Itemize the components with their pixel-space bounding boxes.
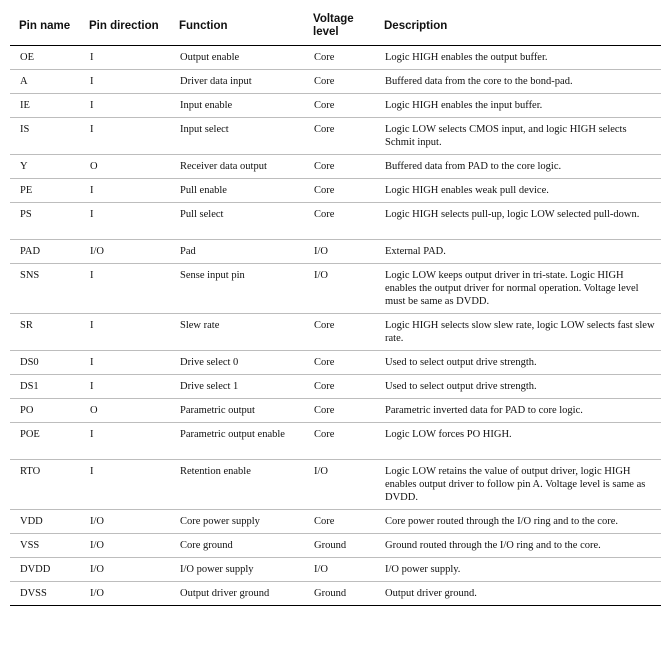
cell-pin-name: PS bbox=[10, 203, 80, 240]
table-row bbox=[10, 375, 661, 399]
table-body bbox=[10, 46, 661, 606]
cell-function: Core power supply bbox=[170, 510, 304, 534]
cell-description: Logic HIGH selects pull-up, logic LOW selected pull-down. bbox=[375, 203, 661, 240]
cell-pin-direction: I bbox=[80, 46, 170, 70]
col-header-voltage-level: Voltage level bbox=[304, 7, 375, 46]
cell-description: Buffered data from PAD to the core logic. bbox=[375, 155, 661, 179]
cell-description: Logic LOW keeps output driver in tri-state. Logic HIGH enables the output driver for normal operation. Voltage level must be same as DVDD. bbox=[375, 264, 661, 314]
table-row bbox=[10, 460, 661, 510]
col-header-description: Description bbox=[375, 7, 661, 46]
cell-voltage-level: Core bbox=[304, 155, 375, 179]
cell-pin-name: SR bbox=[10, 314, 80, 351]
table-row bbox=[10, 558, 661, 582]
cell-function: Drive select 0 bbox=[170, 351, 304, 375]
header-row bbox=[10, 7, 661, 46]
table-row bbox=[10, 203, 661, 240]
cell-pin-name: RTO bbox=[10, 460, 80, 510]
cell-pin-name: DS0 bbox=[10, 351, 80, 375]
col-header-pin-direction: Pin direction bbox=[80, 7, 170, 46]
table-row bbox=[10, 264, 661, 314]
cell-pin-name: DVDD bbox=[10, 558, 80, 582]
cell-voltage-level: Core bbox=[304, 351, 375, 375]
cell-voltage-level: Core bbox=[304, 423, 375, 460]
cell-description: Core power routed through the I/O ring and to the core. bbox=[375, 510, 661, 534]
cell-pin-name: PE bbox=[10, 179, 80, 203]
cell-voltage-level: Core bbox=[304, 70, 375, 94]
table-row bbox=[10, 46, 661, 70]
cell-pin-direction: O bbox=[80, 399, 170, 423]
cell-description: Used to select output drive strength. bbox=[375, 375, 661, 399]
cell-voltage-level: Core bbox=[304, 375, 375, 399]
cell-pin-direction: I/O bbox=[80, 510, 170, 534]
cell-function: Pull select bbox=[170, 203, 304, 240]
cell-pin-name: IS bbox=[10, 118, 80, 155]
cell-pin-name: VSS bbox=[10, 534, 80, 558]
cell-function: I/O power supply bbox=[170, 558, 304, 582]
cell-pin-direction: I bbox=[80, 264, 170, 314]
cell-pin-direction: I bbox=[80, 314, 170, 351]
table-row bbox=[10, 399, 661, 423]
table-row bbox=[10, 240, 661, 264]
table-row bbox=[10, 351, 661, 375]
cell-function: Input enable bbox=[170, 94, 304, 118]
cell-function: Output enable bbox=[170, 46, 304, 70]
cell-pin-name: POE bbox=[10, 423, 80, 460]
cell-pin-name: DS1 bbox=[10, 375, 80, 399]
cell-description: Used to select output drive strength. bbox=[375, 351, 661, 375]
cell-pin-name: SNS bbox=[10, 264, 80, 314]
pin-description-table bbox=[10, 7, 661, 606]
cell-function: Retention enable bbox=[170, 460, 304, 510]
cell-pin-direction: I/O bbox=[80, 558, 170, 582]
cell-pin-name: PAD bbox=[10, 240, 80, 264]
cell-voltage-level: Core bbox=[304, 46, 375, 70]
cell-pin-direction: I bbox=[80, 70, 170, 94]
cell-voltage-level: I/O bbox=[304, 460, 375, 510]
cell-voltage-level: Core bbox=[304, 510, 375, 534]
cell-pin-name: Y bbox=[10, 155, 80, 179]
cell-description: Logic HIGH selects slow slew rate, logic LOW selects fast slew rate. bbox=[375, 314, 661, 351]
cell-description: Logic LOW forces PO HIGH. bbox=[375, 423, 661, 460]
table-row bbox=[10, 179, 661, 203]
cell-description: Parametric inverted data for PAD to core logic. bbox=[375, 399, 661, 423]
table-row bbox=[10, 314, 661, 351]
cell-pin-direction: I bbox=[80, 118, 170, 155]
cell-voltage-level: I/O bbox=[304, 558, 375, 582]
cell-pin-direction: I bbox=[80, 179, 170, 203]
cell-description: Ground routed through the I/O ring and to the core. bbox=[375, 534, 661, 558]
cell-pin-name: A bbox=[10, 70, 80, 94]
cell-voltage-level: Core bbox=[304, 94, 375, 118]
table-row bbox=[10, 94, 661, 118]
cell-description: Buffered data from the core to the bond-pad. bbox=[375, 70, 661, 94]
cell-function: Pull enable bbox=[170, 179, 304, 203]
cell-voltage-level: Core bbox=[304, 179, 375, 203]
cell-function: Drive select 1 bbox=[170, 375, 304, 399]
cell-pin-name: DVSS bbox=[10, 582, 80, 606]
cell-pin-name: IE bbox=[10, 94, 80, 118]
cell-function: Sense input pin bbox=[170, 264, 304, 314]
cell-pin-name: VDD bbox=[10, 510, 80, 534]
cell-pin-direction: I bbox=[80, 351, 170, 375]
cell-pin-direction: I bbox=[80, 203, 170, 240]
table-row bbox=[10, 423, 661, 460]
cell-function: Slew rate bbox=[170, 314, 304, 351]
cell-voltage-level: Core bbox=[304, 203, 375, 240]
cell-voltage-level: I/O bbox=[304, 240, 375, 264]
cell-function: Pad bbox=[170, 240, 304, 264]
cell-pin-name: OE bbox=[10, 46, 80, 70]
cell-description: Logic HIGH enables the output buffer. bbox=[375, 46, 661, 70]
table-row bbox=[10, 118, 661, 155]
cell-voltage-level: Ground bbox=[304, 582, 375, 606]
cell-function: Driver data input bbox=[170, 70, 304, 94]
cell-function: Receiver data output bbox=[170, 155, 304, 179]
col-header-pin-name: Pin name bbox=[10, 7, 80, 46]
cell-voltage-level: Core bbox=[304, 118, 375, 155]
cell-pin-direction: I/O bbox=[80, 534, 170, 558]
table-header bbox=[10, 7, 661, 46]
table-row bbox=[10, 510, 661, 534]
cell-pin-direction: I/O bbox=[80, 582, 170, 606]
cell-description: External PAD. bbox=[375, 240, 661, 264]
cell-voltage-level: Ground bbox=[304, 534, 375, 558]
cell-function: Output driver ground bbox=[170, 582, 304, 606]
cell-pin-name: PO bbox=[10, 399, 80, 423]
cell-voltage-level: Core bbox=[304, 399, 375, 423]
cell-description: Logic HIGH enables the input buffer. bbox=[375, 94, 661, 118]
cell-pin-direction: I bbox=[80, 460, 170, 510]
col-header-function: Function bbox=[170, 7, 304, 46]
cell-pin-direction: I/O bbox=[80, 240, 170, 264]
cell-description: Logic HIGH enables weak pull device. bbox=[375, 179, 661, 203]
cell-pin-direction: I bbox=[80, 375, 170, 399]
cell-pin-direction: I bbox=[80, 423, 170, 460]
cell-function: Input select bbox=[170, 118, 304, 155]
table-row bbox=[10, 582, 661, 606]
cell-description: I/O power supply. bbox=[375, 558, 661, 582]
table-row bbox=[10, 70, 661, 94]
table-row bbox=[10, 534, 661, 558]
cell-voltage-level: I/O bbox=[304, 264, 375, 314]
cell-function: Core ground bbox=[170, 534, 304, 558]
cell-description: Logic LOW retains the value of output driver, logic HIGH enables output driver to follow pin A. Voltage level is same as DVDD. bbox=[375, 460, 661, 510]
cell-function: Parametric output enable bbox=[170, 423, 304, 460]
cell-pin-direction: O bbox=[80, 155, 170, 179]
cell-function: Parametric output bbox=[170, 399, 304, 423]
cell-description: Logic LOW selects CMOS input, and logic HIGH selects Schmit input. bbox=[375, 118, 661, 155]
cell-pin-direction: I bbox=[80, 94, 170, 118]
table-row bbox=[10, 155, 661, 179]
cell-description: Output driver ground. bbox=[375, 582, 661, 606]
cell-voltage-level: Core bbox=[304, 314, 375, 351]
